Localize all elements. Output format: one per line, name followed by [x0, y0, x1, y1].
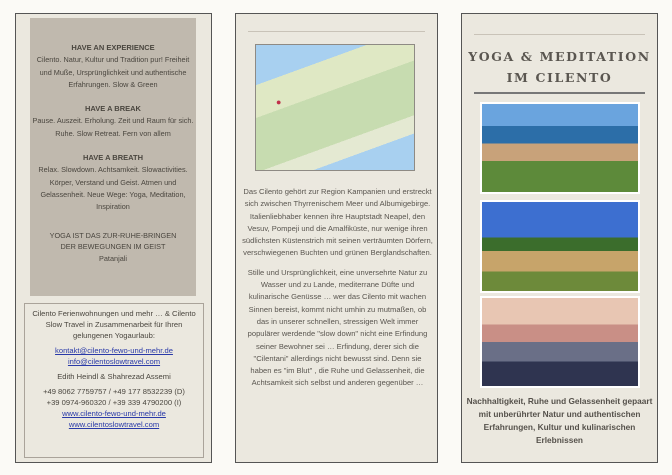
- cover-caption: Nachhaltigkeit, Ruhe und Gelassenheit gepaart mit unberührter Natur und authentischen Erfahrungen, Kultur und kulinarischen Erlebnissen: [466, 396, 653, 445]
- contact-names: Edith Heindl & Shahrezad Assemi: [57, 372, 171, 381]
- description-para-2: Stille und Ursprünglichkeit, eine unversehrte Natur zu Wasser und zu Lande, mediterrane Düfte und kulinarische Genüsse … wer das Cilento mit wachen Sinnen bereist, kommt nicht umhin zu mutmaßen, ob das in unserer schnellen, stressigen Welt immer populärer werdende "slow down" nicht eine Erfindung seiner Bewohner sei … Erfindung, derer sich die "Cilentani" allerdings nicht bewusst sind. Denn sie haben es "im Blut" , die Ruhe und Gelassenheit, die Achtsamkeit sich selbst und anderen gegenüber …: [247, 267, 428, 388]
- divider: [248, 31, 425, 32]
- section-text: Cilento. Natur, Kultur und Tradition pur! Freiheit und Muße, Ursprünglichkeit und authentische Erfahrungen. Slow & Green: [36, 55, 190, 89]
- title-line: IM CILENTO: [506, 70, 613, 85]
- phone-it: +39 0974-960320 / +39 339 4790200 (I): [46, 398, 182, 407]
- quote-line: YOGA IST DAS ZUR-RUHE-BRINGEN: [49, 230, 177, 240]
- email-link-1[interactable]: kontakt@cilento-fewo-und-mehr.de: [55, 346, 173, 355]
- description: [242, 186, 433, 397]
- web-link-1[interactable]: www.cilento-fewo-und-mehr.de: [62, 409, 166, 418]
- phone-de: +49 8062 7759757 / +49 177 8532239 (D): [43, 387, 185, 396]
- description-para-1: Das Cilento gehört zur Region Kampanien und erstreckt sich zwischen Thyrrenischem Meer und Albumigebirge. Italienliebhaber kennen ihre Hauptstadt Neapel, den Vesuv, Pompeji und die Amalfiküste, nur wenige ihren südlichsten Küstenstrich mit seinen verträumten Dörfern, verschwiegenen Buchten und grünen Berglandschaften.: [242, 187, 433, 258]
- coast-photo: [480, 102, 640, 194]
- map-pin-icon: ●: [276, 97, 282, 107]
- section-heading: HAVE AN EXPERIENCE: [71, 43, 155, 52]
- divider: [474, 92, 645, 94]
- email-link-2[interactable]: info@cilentoslowtravel.com: [67, 357, 161, 366]
- quote: [30, 230, 196, 265]
- back-panel: [15, 13, 212, 463]
- contact-box: [24, 303, 204, 458]
- contact-intro: Cilento Ferienwohnungen und mehr … & Cilento Slow Travel in Zusammenarbeit für Ihren gelungenen Yogaurlaub:: [32, 309, 196, 340]
- intro-box: [30, 18, 196, 296]
- inner-panel: [235, 13, 438, 463]
- section-text: Relax. Slowdown. Achtsamkeit. Slowactivities. Körper, Verstand und Geist. Atmen und Gelassenheit. Neue Wege: Yoga, Meditation, Inspiration: [38, 165, 188, 212]
- cover-panel: [461, 13, 658, 463]
- cover-title: [462, 46, 657, 88]
- title-line: YOGA & MEDITATION: [468, 49, 651, 64]
- region-map: [255, 44, 415, 171]
- divider: [474, 34, 645, 35]
- yoga-sunset-photo: [480, 296, 640, 388]
- quote-author: Patanjali: [99, 253, 127, 263]
- section-heading: HAVE A BREATH: [83, 153, 143, 163]
- web-link-2[interactable]: www.cilentoslowtravel.com: [68, 420, 160, 429]
- temple-photo: [480, 200, 640, 293]
- section-text: Pause. Auszeit. Erholung. Zeit und Raum für sich. Ruhe. Slow Retreat. Fern von allem: [32, 116, 194, 138]
- quote-line: DER BEWEGUNGEN IM GEIST: [60, 242, 166, 252]
- section-heading: HAVE A BREAK: [85, 104, 141, 114]
